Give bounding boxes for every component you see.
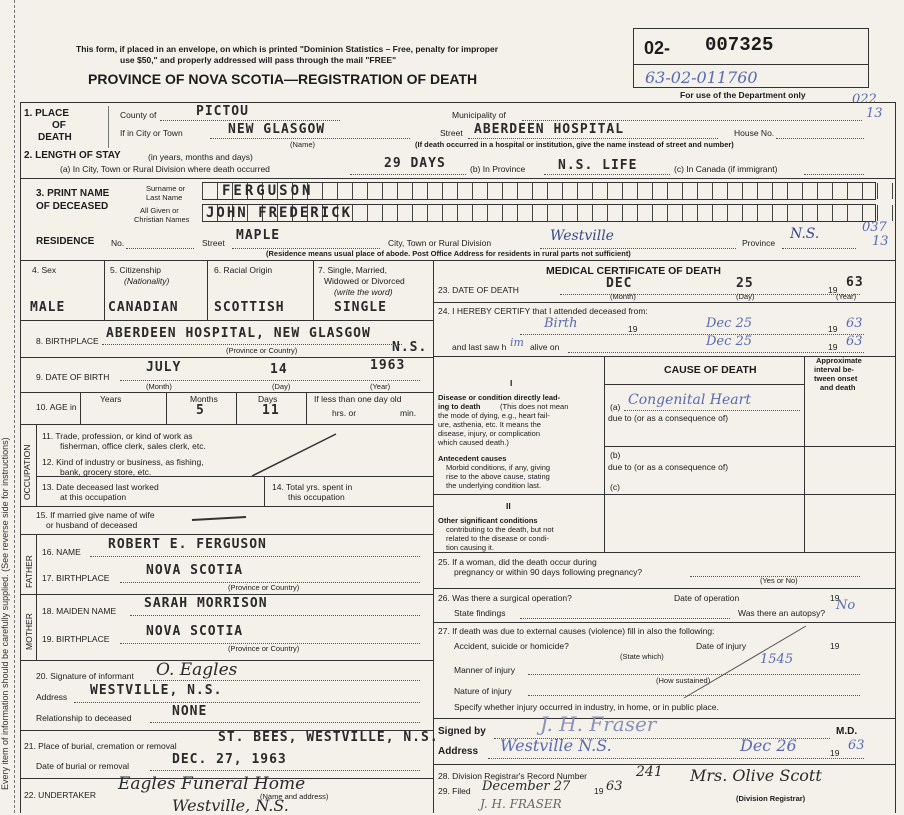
disease-text-6: which caused death.) bbox=[438, 438, 509, 447]
house-label: House No. bbox=[734, 128, 775, 138]
name-cell bbox=[697, 183, 712, 199]
interval-label-1: Approximate bbox=[816, 356, 862, 365]
margin-divider bbox=[14, 0, 15, 813]
name-cell bbox=[787, 205, 802, 221]
citizenship-label-2: (Nationality) bbox=[124, 276, 170, 286]
name-cell bbox=[532, 183, 547, 199]
name-cell bbox=[592, 183, 607, 199]
name-cell bbox=[517, 183, 532, 199]
q26-line-1: 26. Was there a surgical operation? bbox=[438, 593, 572, 603]
age-label: 10. AGE in bbox=[36, 402, 77, 412]
residence-street-value: MAPLE bbox=[236, 228, 281, 243]
name-cell bbox=[487, 205, 502, 221]
marital-value: SINGLE bbox=[334, 300, 387, 315]
father-bp-label: 17. BIRTHPLACE bbox=[42, 573, 110, 583]
name-cell bbox=[577, 205, 592, 221]
dod-year-sub: (Year) bbox=[836, 292, 857, 301]
burial-place-label: 21. Place of burial, cremation or removal bbox=[24, 741, 177, 751]
occ-11a: 11. Trade, profession, or kind of work as bbox=[42, 431, 193, 441]
q29-year-prefix: 19 bbox=[594, 786, 604, 796]
sig-addr-label: Address bbox=[438, 746, 479, 757]
dod-day-sub: (Day) bbox=[736, 292, 755, 301]
q25-line-1: 25. If a woman, did the death occur during bbox=[438, 557, 597, 567]
name-cell bbox=[817, 205, 832, 221]
form-title: PROVINCE OF NOVA SCOTIA—REGISTRATION OF DEATH bbox=[88, 71, 478, 87]
disease-label: Disease or condition directly lead- bbox=[438, 393, 561, 402]
stay-label: 2. LENGTH OF STAY bbox=[24, 150, 121, 161]
interval-label-3: tween onset bbox=[814, 374, 858, 383]
name-cell bbox=[892, 183, 904, 199]
medical-title: MEDICAL CERTIFICATE OF DEATH bbox=[546, 265, 721, 277]
name-cell bbox=[742, 205, 757, 221]
residence-province-value: N.S. bbox=[790, 226, 820, 242]
occ-13a: 13. Date deceased last worked bbox=[42, 482, 159, 492]
cause-c-label: (c) bbox=[610, 482, 620, 492]
other-label: Other significant conditions bbox=[438, 516, 538, 525]
name-cell bbox=[442, 183, 457, 199]
name-cell bbox=[712, 183, 727, 199]
burial-place-value: ST. BEES, WESTVILLE, N.S. bbox=[218, 730, 439, 745]
certify-year-1: 63 bbox=[846, 316, 863, 331]
residence-no-label: No. bbox=[111, 238, 125, 248]
dob-label: 9. DATE OF BIRTH bbox=[36, 372, 110, 382]
mother-bp-label: 19. BIRTHPLACE bbox=[42, 634, 110, 644]
code-bottom: 13 bbox=[866, 106, 883, 121]
racial-value: SCOTTISH bbox=[214, 300, 285, 315]
residence-city-label: City, Town or Rural Division bbox=[388, 238, 492, 248]
disease-text-5: disease, injury, or complication bbox=[438, 429, 540, 438]
name-cell bbox=[652, 183, 667, 199]
name-cell bbox=[862, 183, 877, 199]
surname-value: FERGUSON bbox=[222, 183, 314, 199]
name-cell bbox=[412, 205, 427, 221]
mother-bp-value: NOVA SCOTIA bbox=[146, 624, 244, 639]
name-cell bbox=[337, 183, 352, 199]
dob-month-sub: (Month) bbox=[146, 382, 172, 391]
due-to-2: due to (or as a consequence of) bbox=[608, 462, 729, 472]
residence-code-top: 037 bbox=[862, 220, 887, 235]
name-cell bbox=[547, 183, 562, 199]
q28-value: 241 bbox=[636, 764, 663, 780]
city-label: If in City or Town bbox=[120, 128, 183, 138]
q26-year: 19 bbox=[830, 593, 840, 603]
given-value: JOHN FREDERICK bbox=[206, 205, 353, 221]
dod-year: 63 bbox=[846, 275, 864, 290]
undertaker-addr: Westville, N.S. bbox=[172, 796, 289, 815]
name-cell bbox=[712, 205, 727, 221]
citizenship-value: CANADIAN bbox=[108, 300, 179, 315]
occ-12b: bank, grocery store, etc. bbox=[60, 467, 152, 477]
name-cell bbox=[622, 183, 637, 199]
birthplace-cont: N.S. bbox=[392, 340, 428, 355]
disease-text-2: (This does not mean bbox=[500, 402, 569, 411]
city-value: NEW GLASGOW bbox=[228, 122, 326, 137]
informant-addr-value: WESTVILLE, N.S. bbox=[90, 683, 223, 698]
mother-name-label: 18. MAIDEN NAME bbox=[42, 606, 117, 616]
dod-month-sub: (Month) bbox=[610, 292, 636, 301]
age-months-label: Months bbox=[190, 394, 218, 404]
city-sub: (Name) bbox=[290, 140, 316, 149]
name-cell bbox=[802, 183, 817, 199]
margin-note: Every item of information should be carefully supplied. (See reverse side for instructions) bbox=[0, 437, 10, 790]
antecedent-text-2: rise to the above cause, stating bbox=[446, 472, 550, 481]
certify-from: Birth bbox=[544, 316, 578, 331]
name-cell bbox=[622, 205, 637, 221]
q29-date: December 27 bbox=[482, 779, 571, 794]
father-bp-sub: (Province or Country) bbox=[228, 583, 300, 592]
residence-province-label: Province bbox=[742, 238, 776, 248]
name-cell bbox=[832, 183, 847, 199]
spouse-label-1: 15. If married give name of wife bbox=[36, 510, 155, 520]
part-2: II bbox=[506, 501, 511, 511]
alive-year: 63 bbox=[846, 334, 863, 349]
dod-day: 25 bbox=[736, 276, 754, 291]
q27-accident: Accident, suicide or homicide? bbox=[454, 641, 569, 651]
birthplace-value: ABERDEEN HOSPITAL, NEW GLASGOW bbox=[106, 326, 371, 341]
surname-label-2: Last Name bbox=[146, 193, 183, 202]
q29-label: 29. Filed bbox=[438, 786, 471, 796]
sig-addr-value: Westville N.S. bbox=[500, 736, 612, 755]
q25-sub: (Yes or No) bbox=[760, 576, 798, 585]
name-cell bbox=[772, 183, 787, 199]
name-cell bbox=[817, 183, 832, 199]
name-cell bbox=[652, 205, 667, 221]
surname-label-1: Surname or bbox=[146, 184, 186, 193]
street-value: ABERDEEN HOSPITAL bbox=[474, 122, 625, 137]
informant-rel-value: NONE bbox=[172, 704, 208, 719]
mother-name-value: SARAH MORRISON bbox=[144, 596, 268, 611]
name-cell bbox=[532, 205, 547, 221]
certify-label: 24. I HEREBY CERTIFY that I attended deceased from: bbox=[438, 306, 648, 316]
place-note: (If death occurred in a hospital or institution, give the name instead of street and number) bbox=[415, 140, 734, 149]
name-cell bbox=[847, 183, 862, 199]
name-cell bbox=[352, 205, 367, 221]
dob-month: JULY bbox=[146, 360, 182, 375]
name-label-1: 3. PRINT NAME bbox=[36, 188, 110, 199]
name-cell bbox=[502, 205, 517, 221]
name-cell bbox=[322, 183, 337, 199]
county-value: PICTOU bbox=[196, 104, 249, 119]
disease-text-3: the mode of dying, e.g., heart fail- bbox=[438, 411, 550, 420]
residence-label: RESIDENCE bbox=[36, 236, 95, 247]
mother-side-label: MOTHER bbox=[24, 613, 34, 650]
name-cell bbox=[682, 205, 697, 221]
age-years-label: Years bbox=[100, 394, 122, 404]
occ-13b: at this occupation bbox=[60, 492, 127, 502]
name-cell bbox=[562, 183, 577, 199]
name-cell bbox=[742, 183, 757, 199]
cause-title: CAUSE OF DEATH bbox=[664, 364, 757, 376]
stay-line-c: (c) In Canada (if immigrant) bbox=[674, 164, 778, 174]
occ-14a: 14. Total yrs. spent in bbox=[272, 482, 353, 492]
certify-to: Dec 25 bbox=[706, 316, 753, 331]
alive-on-value: Dec 25 bbox=[706, 334, 753, 349]
certify-year-prefix-1: 19 bbox=[628, 324, 638, 334]
residence-city-value: Westville bbox=[550, 228, 614, 244]
undertaker-label: 22. UNDERTAKER bbox=[24, 790, 96, 800]
q26-autopsy: Was there an autopsy? bbox=[738, 608, 826, 618]
citizenship-label-1: 5. Citizenship bbox=[110, 265, 162, 275]
occupation-strike bbox=[250, 430, 340, 480]
q26-autopsy-value: No bbox=[836, 598, 856, 613]
name-cell bbox=[607, 183, 622, 199]
name-cell bbox=[592, 205, 607, 221]
name-cell bbox=[682, 183, 697, 199]
name-cell bbox=[757, 205, 772, 221]
burial-date-label: Date of burial or removal bbox=[36, 761, 130, 771]
informant-rel-label: Relationship to deceased bbox=[36, 713, 132, 723]
street-label: Street bbox=[440, 128, 463, 138]
name-cell bbox=[697, 205, 712, 221]
lessday-label-3: min. bbox=[400, 408, 417, 418]
q27-line: 27. If death was due to external causes (violence) fill in also the following: bbox=[438, 626, 715, 636]
q29-year: 63 bbox=[606, 779, 623, 794]
name-cell bbox=[757, 183, 772, 199]
q27-manner-value: 1545 bbox=[760, 652, 794, 667]
age-days-label: Days bbox=[258, 394, 278, 404]
name-cell bbox=[772, 205, 787, 221]
name-cell bbox=[802, 205, 817, 221]
name-label-2: OF DECEASED bbox=[36, 201, 109, 212]
registration-number: 007325 bbox=[705, 34, 774, 56]
q27-nature: Nature of injury bbox=[454, 686, 512, 696]
sig-year-prefix: 19 bbox=[830, 748, 840, 758]
undertaker-sub: (Name and address) bbox=[260, 792, 329, 801]
racial-label: 6. Racial Origin bbox=[214, 265, 273, 275]
cause-a-value: Congenital Heart bbox=[628, 392, 751, 408]
marital-label-2: Widowed or Divorced bbox=[324, 276, 405, 286]
other-text-3: tion causing it. bbox=[446, 543, 494, 552]
name-cell bbox=[562, 205, 577, 221]
name-cell bbox=[862, 205, 877, 221]
alive-on-label: alive on bbox=[530, 342, 560, 352]
name-cell bbox=[547, 205, 562, 221]
dob-day-sub: (Day) bbox=[272, 382, 291, 391]
name-cell bbox=[892, 205, 904, 221]
stay-value-a: 29 DAYS bbox=[384, 156, 446, 171]
last-saw-label: and last saw h bbox=[452, 342, 507, 352]
age-days-value: 11 bbox=[262, 403, 280, 418]
occupation-side-label: OCCUPATION bbox=[22, 444, 32, 500]
sig-date: Dec 26 bbox=[740, 736, 797, 755]
name-cell bbox=[442, 205, 457, 221]
name-cell bbox=[202, 183, 217, 199]
name-cell bbox=[472, 205, 487, 221]
registrar-signature: Mrs. Olive Scott bbox=[690, 766, 822, 785]
q26-date: Date of operation bbox=[674, 593, 740, 603]
name-cell bbox=[637, 205, 652, 221]
given-label-1: All Given or bbox=[140, 206, 179, 215]
place-label-3: DEATH bbox=[38, 132, 72, 143]
name-cell bbox=[487, 183, 502, 199]
father-bp-value: NOVA SCOTIA bbox=[146, 563, 244, 578]
q27-manner: Manner of injury bbox=[454, 665, 515, 675]
stay-line-b: (b) In Province bbox=[470, 164, 526, 174]
place-label-1: 1. PLACE bbox=[24, 108, 70, 119]
lessday-label-1: If less than one day old bbox=[314, 394, 402, 404]
q27-how: (How sustained) bbox=[656, 676, 711, 685]
interval-label-4: and death bbox=[820, 383, 856, 392]
dob-year: 1963 bbox=[370, 358, 406, 373]
mail-notice-line-1: This form, if placed in an envelope, on which is printed "Dominion Statistics – Free, penalty for improper bbox=[76, 44, 499, 54]
mother-bp-sub: (Province or Country) bbox=[228, 644, 300, 653]
sig-year: 63 bbox=[848, 738, 865, 753]
lessday-label-2: hrs. or bbox=[332, 408, 357, 418]
signed-label: Signed by bbox=[438, 726, 486, 737]
name-cell bbox=[502, 183, 517, 199]
informant-addr-label: Address bbox=[36, 692, 68, 702]
dod-label: 23. DATE OF DEATH bbox=[438, 285, 519, 295]
dod-year-prefix: 19 bbox=[828, 285, 838, 295]
marital-label-3: (write the word) bbox=[334, 287, 393, 297]
q28-label: 28. Division Registrar's Record Number bbox=[438, 771, 588, 781]
name-cell bbox=[877, 183, 892, 199]
q27-year: 19 bbox=[830, 641, 840, 651]
q26-line-2: State findings bbox=[454, 608, 506, 618]
informant-sig-value: O. Eagles bbox=[156, 660, 238, 680]
certify-year-prefix-2: 19 bbox=[828, 324, 838, 334]
name-cell bbox=[667, 183, 682, 199]
cause-b-label: (b) bbox=[610, 450, 621, 460]
antecedent-label: Antecedent causes bbox=[438, 454, 507, 463]
stay-value-b: N.S. LIFE bbox=[558, 158, 638, 173]
name-cell bbox=[577, 183, 592, 199]
name-cell bbox=[877, 205, 892, 221]
name-cell bbox=[397, 183, 412, 199]
county-label: County of bbox=[120, 110, 157, 120]
occ-11b: fisherman, office clerk, sales clerk, etc. bbox=[60, 441, 206, 451]
name-cell bbox=[457, 205, 472, 221]
part-1: I bbox=[510, 378, 513, 388]
name-cell bbox=[727, 183, 742, 199]
name-cell bbox=[472, 183, 487, 199]
given-label-2: Christian Names bbox=[134, 215, 190, 224]
father-name-label: 16. NAME bbox=[42, 547, 81, 557]
name-cell bbox=[352, 183, 367, 199]
name-cell bbox=[367, 205, 382, 221]
name-cell bbox=[367, 183, 382, 199]
residence-code-bottom: 13 bbox=[872, 234, 889, 249]
occ-14b: this occupation bbox=[288, 492, 345, 502]
spouse-strike bbox=[190, 512, 250, 524]
cause-a-label: (a) bbox=[610, 402, 621, 412]
stay-line-a: (a) In City, Town or Rural Division where death occurred bbox=[60, 164, 270, 174]
q27-state: (State which) bbox=[620, 652, 664, 661]
father-name-value: ROBERT E. FERGUSON bbox=[108, 537, 267, 552]
interval-label-2: interval be- bbox=[814, 365, 855, 374]
q27-date: Date of injury bbox=[696, 641, 747, 651]
residence-street-label: Street bbox=[202, 238, 225, 248]
name-cell bbox=[412, 183, 427, 199]
residence-note: (Residence means usual place of abode. Post Office Address for residents in rural parts not sufficient) bbox=[266, 249, 631, 258]
name-cell bbox=[427, 183, 442, 199]
name-cell bbox=[427, 205, 442, 221]
code-top: 022 bbox=[852, 92, 877, 107]
registration-prefix: 02- bbox=[644, 38, 671, 58]
name-cell bbox=[787, 183, 802, 199]
other-text-1: contributing to the death, but not bbox=[446, 525, 554, 534]
name-cell bbox=[667, 205, 682, 221]
q27-specify: Specify whether injury occurred in industry, in home, or in public place. bbox=[454, 702, 719, 712]
name-cell bbox=[397, 205, 412, 221]
birthplace-label: 8. BIRTHPLACE bbox=[36, 336, 99, 346]
disease-text-1: ing to death bbox=[438, 402, 481, 411]
occ-12a: 12. Kind of industry or business, as fishing, bbox=[42, 457, 204, 467]
informant-sig-label: 20. Signature of informant bbox=[36, 671, 134, 681]
disease-text-4: ure, asthenia, etc. It means the bbox=[438, 420, 541, 429]
name-cell bbox=[637, 183, 652, 199]
municipality-label: Municipality of bbox=[452, 110, 506, 120]
spouse-label-2: or husband of deceased bbox=[46, 520, 138, 530]
age-months-value: 5 bbox=[196, 403, 205, 418]
name-cell bbox=[727, 205, 742, 221]
sex-value: MALE bbox=[30, 300, 66, 315]
dod-month: DEC bbox=[606, 276, 633, 291]
father-side-label: FATHER bbox=[24, 555, 34, 588]
mail-notice-line-2: use $50," and properly addressed will pass through the mail "FREE" bbox=[120, 55, 397, 65]
department-note: For use of the Department only bbox=[680, 90, 806, 100]
other-text-2: related to the disease or condi- bbox=[446, 534, 549, 543]
md-label: M.D. bbox=[836, 726, 858, 737]
q25-line-2: pregnancy or within 90 days following pregnancy? bbox=[454, 567, 643, 577]
name-cell bbox=[517, 205, 532, 221]
signed-value: J. H. Fraser bbox=[540, 712, 657, 736]
due-to-1: due to (or as a consequence of) bbox=[608, 413, 729, 423]
sex-label: 4. Sex bbox=[32, 265, 57, 275]
name-cell bbox=[457, 183, 472, 199]
place-label-2: OF bbox=[52, 120, 66, 131]
alive-year-prefix: 19 bbox=[828, 342, 838, 352]
bottom-name: J. H. FRASER bbox=[480, 797, 562, 811]
name-cell bbox=[382, 183, 397, 199]
antecedent-text-3: the underlying condition last. bbox=[446, 481, 542, 490]
q27-strike bbox=[680, 622, 810, 702]
undertaker-value: Eagles Funeral Home bbox=[118, 774, 306, 794]
stay-sub: (in years, months and days) bbox=[148, 152, 253, 162]
marital-label-1: 7. Single, Married, bbox=[318, 265, 387, 275]
name-cell bbox=[607, 205, 622, 221]
birthplace-sub: (Province or Country) bbox=[226, 346, 298, 355]
last-saw-h: im bbox=[510, 336, 524, 349]
dob-day: 14 bbox=[270, 362, 288, 377]
burial-date-value: DEC. 27, 1963 bbox=[172, 752, 287, 767]
dob-year-sub: (Year) bbox=[370, 382, 391, 391]
name-cell bbox=[382, 205, 397, 221]
antecedent-text-1: Morbid conditions, if any, giving bbox=[446, 463, 551, 472]
registrar-sub: (Division Registrar) bbox=[736, 794, 806, 803]
name-cell bbox=[832, 205, 847, 221]
name-cell bbox=[847, 205, 862, 221]
department-number: 63-02-011760 bbox=[645, 68, 758, 87]
